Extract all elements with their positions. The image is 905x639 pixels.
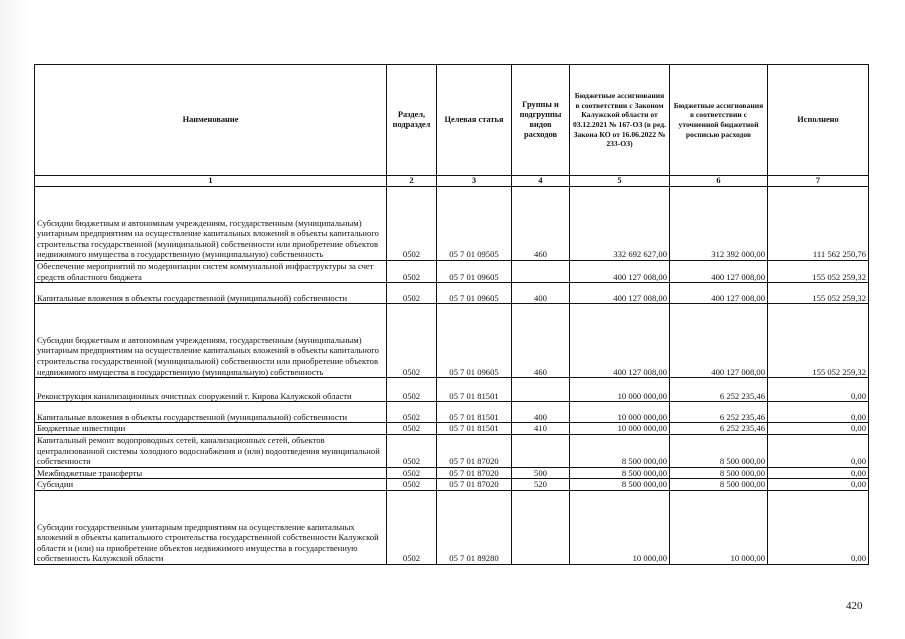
row-executed: 155 052 259,32 — [768, 283, 869, 304]
table-row — [35, 187, 869, 261]
row-expense-group — [512, 490, 570, 564]
column-number: 2 — [387, 176, 437, 187]
row-law-allocation: 332 692 627,00 — [570, 187, 670, 261]
header-refined-allocation: Бюджетные ассигнования в соответствии с уточненной бюджетной росписью расходов — [670, 65, 768, 176]
table-row — [35, 467, 869, 479]
row-section: 0502 — [387, 402, 437, 423]
row-target-article: 05 7 01 09505 — [437, 187, 512, 261]
header-law-allocation: Бюджетные ассигнования в соответствии с Законом Калужской области от 03.12.2021 № 167-ОЗ (в ред. Закона КО от 16.06.2022 № 233-ОЗ) — [570, 65, 670, 176]
table-row — [35, 283, 869, 304]
row-name: Субсидии бюджетным и автономным учреждениям, государственным (муниципальным) унитарным предприятиям на осуществление капитальных вложений в объекты капитального строительства государственной (муниципальной) собственности или приобретение объектов недвижимого имущества в государственную (муниципальную) собственность — [35, 187, 387, 261]
row-target-article: 05 7 01 87020 — [437, 479, 512, 491]
table-row — [35, 402, 869, 423]
row-expense-group: 410 — [512, 423, 570, 435]
row-expense-group: 520 — [512, 479, 570, 491]
row-executed: 0,00 — [768, 402, 869, 423]
row-law-allocation: 8 500 000,00 — [570, 467, 670, 479]
row-section: 0502 — [387, 261, 437, 283]
header-row — [35, 65, 869, 176]
row-law-allocation: 400 127 008,00 — [570, 261, 670, 283]
row-target-article: 05 7 01 89280 — [437, 490, 512, 564]
row-executed: 0,00 — [768, 378, 869, 402]
row-name: Субсидии бюджетным и автономным учреждениям, государственным (муниципальным) унитарным предприятиям на осуществление капитальных вложений в объекты капитального строительства государственной (муниципальной) собственности или приобретение объектов недвижимого имущества в государственную (муниципальную) собственность — [35, 304, 387, 378]
row-refined-allocation: 312 392 000,00 — [670, 187, 768, 261]
row-section: 0502 — [387, 434, 437, 467]
column-number: 6 — [670, 176, 768, 187]
row-law-allocation: 10 000 000,00 — [570, 378, 670, 402]
row-target-article: 05 7 01 81501 — [437, 378, 512, 402]
row-law-allocation: 10 000 000,00 — [570, 402, 670, 423]
row-section: 0502 — [387, 479, 437, 491]
row-section: 0502 — [387, 378, 437, 402]
column-number: 1 — [35, 176, 387, 187]
row-law-allocation: 400 127 008,00 — [570, 304, 670, 378]
row-law-allocation: 10 000,00 — [570, 490, 670, 564]
row-refined-allocation: 6 252 235,46 — [670, 423, 768, 435]
row-section: 0502 — [387, 423, 437, 435]
table-row — [35, 378, 869, 402]
row-refined-allocation: 8 500 000,00 — [670, 434, 768, 467]
header-executed: Исполнено — [768, 65, 869, 176]
row-executed: 111 562 250,76 — [768, 187, 869, 261]
header-target: Целевая статья — [437, 65, 512, 176]
table-row — [35, 490, 869, 564]
page-number: 420 — [846, 600, 863, 612]
budget-table — [34, 64, 869, 565]
row-name: Капитальный ремонт водопроводных сетей, канализационных сетей, объектов централизованной системы холодного водоснабжения и (или) водоотведения муниципальной собственности — [35, 434, 387, 467]
row-target-article: 05 7 01 09605 — [437, 304, 512, 378]
column-number-row — [35, 176, 869, 187]
row-section: 0502 — [387, 283, 437, 304]
row-target-article: 05 7 01 09605 — [437, 261, 512, 283]
row-refined-allocation: 6 252 235,46 — [670, 402, 768, 423]
row-expense-group: 400 — [512, 402, 570, 423]
row-name: Субсидии — [35, 479, 387, 491]
table-row — [35, 434, 869, 467]
row-target-article: 05 7 01 09605 — [437, 283, 512, 304]
column-number: 7 — [768, 176, 869, 187]
table-body — [35, 187, 869, 565]
row-name: Капитальные вложения в объекты государственной (муниципальной) собственности — [35, 402, 387, 423]
table-row — [35, 304, 869, 378]
row-refined-allocation: 400 127 008,00 — [670, 261, 768, 283]
row-executed: 0,00 — [768, 479, 869, 491]
row-section: 0502 — [387, 187, 437, 261]
table-row — [35, 261, 869, 283]
column-number: 3 — [437, 176, 512, 187]
row-name: Межбюджетные трансферты — [35, 467, 387, 479]
column-number: 4 — [512, 176, 570, 187]
row-expense-group — [512, 434, 570, 467]
row-executed: 155 052 259,32 — [768, 261, 869, 283]
row-name: Субсидии государственным унитарным предприятиям на осуществление капитальных вложений в объекты капитального строительства государственной собственности Калужской области и (или) на приобретение объектов недвижимого имущества в государственную собственность Калужской области — [35, 490, 387, 564]
row-executed: 0,00 — [768, 423, 869, 435]
row-expense-group — [512, 261, 570, 283]
row-name: Капитальные вложения в объекты государственной (муниципальной) собственности — [35, 283, 387, 304]
row-refined-allocation: 8 500 000,00 — [670, 479, 768, 491]
row-name: Реконструкция канализационных очистных сооружений г. Кирова Калужской области — [35, 378, 387, 402]
row-section: 0502 — [387, 490, 437, 564]
row-law-allocation: 8 500 000,00 — [570, 434, 670, 467]
row-refined-allocation: 400 127 008,00 — [670, 283, 768, 304]
table-row — [35, 423, 869, 435]
row-executed: 0,00 — [768, 467, 869, 479]
row-refined-allocation: 6 252 235,46 — [670, 378, 768, 402]
row-target-article: 05 7 01 81501 — [437, 402, 512, 423]
column-number: 5 — [570, 176, 670, 187]
table-row — [35, 479, 869, 491]
row-section: 0502 — [387, 467, 437, 479]
row-law-allocation: 8 500 000,00 — [570, 479, 670, 491]
row-expense-group: 400 — [512, 283, 570, 304]
row-refined-allocation: 8 500 000,00 — [670, 467, 768, 479]
header-name: Наименование — [35, 65, 387, 176]
header-section: Раздел, подраздел — [387, 65, 437, 176]
row-refined-allocation: 400 127 008,00 — [670, 304, 768, 378]
row-executed: 0,00 — [768, 490, 869, 564]
row-name: Бюджетные инвестиции — [35, 423, 387, 435]
row-expense-group: 500 — [512, 467, 570, 479]
row-law-allocation: 400 127 008,00 — [570, 283, 670, 304]
row-target-article: 05 7 01 87020 — [437, 434, 512, 467]
row-law-allocation: 10 000 000,00 — [570, 423, 670, 435]
row-expense-group: 460 — [512, 187, 570, 261]
header-group: Группы и подгруппы видов расходов — [512, 65, 570, 176]
row-expense-group: 460 — [512, 304, 570, 378]
row-expense-group — [512, 378, 570, 402]
row-target-article: 05 7 01 81501 — [437, 423, 512, 435]
row-executed: 155 052 259,32 — [768, 304, 869, 378]
scan-edge — [0, 0, 30, 639]
row-executed: 0,00 — [768, 434, 869, 467]
row-section: 0502 — [387, 304, 437, 378]
row-refined-allocation: 10 000,00 — [670, 490, 768, 564]
row-target-article: 05 7 01 87020 — [437, 467, 512, 479]
row-name: Обеспечение мероприятий по модернизации систем коммунальной инфраструктуры за счет средств областного бюджета — [35, 261, 387, 283]
